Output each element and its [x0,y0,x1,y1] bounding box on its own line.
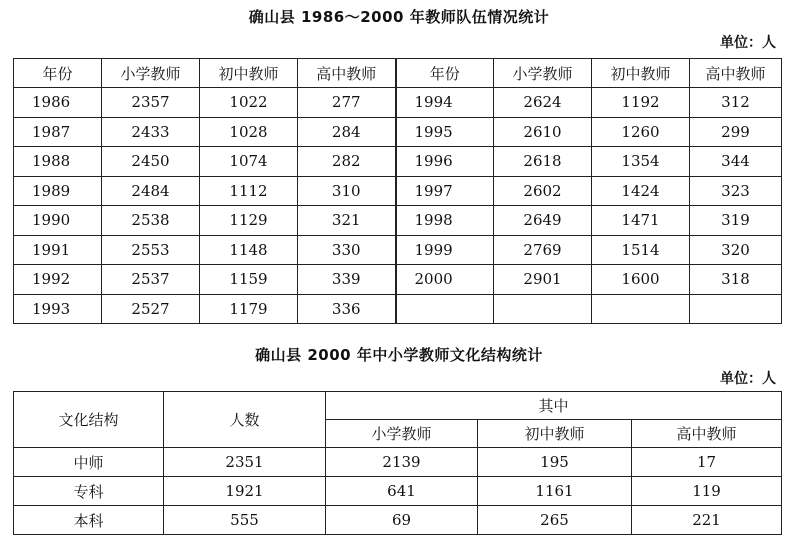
cell-year: 1990 [14,206,102,236]
cell-primary: 2553 [102,235,200,265]
cell-senior: 312 [690,88,782,118]
table-row [14,506,782,535]
cell-year: 1993 [14,294,102,324]
cell-senior: 221 [632,506,782,535]
cell-year: 1999 [396,235,494,265]
cell-senior: 336 [298,294,396,324]
cell-senior: 284 [298,117,396,147]
cell-junior: 1159 [200,265,298,295]
cell-primary: 2484 [102,176,200,206]
cell-junior: 1112 [200,176,298,206]
cell-year: 2000 [396,265,494,295]
cell-primary: 2357 [102,88,200,118]
cell-junior: 1028 [200,117,298,147]
cell-year: 1996 [396,147,494,177]
cell-primary: 69 [326,506,478,535]
header-senior: 高中教师 [690,59,782,88]
cell-primary: 2610 [494,117,592,147]
cell-year: 1991 [14,235,102,265]
table-row [14,294,782,324]
cell-count: 2351 [164,448,326,477]
cell-senior: 320 [690,235,782,265]
cell-junior: 1074 [200,147,298,177]
cell-junior: 195 [478,448,632,477]
header-count: 人数 [164,392,326,448]
subheader-primary: 小学教师 [326,420,478,448]
header-year: 年份 [14,59,102,88]
cell-junior: 1148 [200,235,298,265]
cell-junior: 1192 [592,88,690,118]
cell-primary: 641 [326,477,478,506]
cell-primary: 2450 [102,147,200,177]
subheader-senior: 高中教师 [632,420,782,448]
cell-senior: 277 [298,88,396,118]
cell-junior: 1179 [200,294,298,324]
cell-year: 1987 [14,117,102,147]
table-row [14,448,782,477]
table-row [14,147,782,177]
cell-senior: 299 [690,117,782,147]
cell-junior: 1022 [200,88,298,118]
cell-primary: 2901 [494,265,592,295]
cell-primary: 2433 [102,117,200,147]
table2-unit: 单位：人 [720,371,776,387]
table-row [14,206,782,236]
cell-primary: 2602 [494,176,592,206]
cell-senior: 17 [632,448,782,477]
table1-unit: 单位：人 [720,35,776,51]
header-primary: 小学教师 [494,59,592,88]
cell-year: 1989 [14,176,102,206]
cell-junior: 265 [478,506,632,535]
cell-junior: 1161 [478,477,632,506]
cell-year: 1998 [396,206,494,236]
cell-primary: 2527 [102,294,200,324]
table-row [14,117,782,147]
subheader-junior: 初中教师 [478,420,632,448]
cell-year [396,294,494,324]
cell-junior: 1600 [592,265,690,295]
cell-senior: 339 [298,265,396,295]
education-structure-table [13,391,782,535]
header-primary: 小学教师 [102,59,200,88]
header-senior: 高中教师 [298,59,396,88]
cell-label: 专科 [14,477,164,506]
table-row [14,176,782,206]
cell-senior: 330 [298,235,396,265]
cell-senior: 319 [690,206,782,236]
cell-year: 1997 [396,176,494,206]
cell-label: 本科 [14,506,164,535]
cell-primary: 2139 [326,448,478,477]
cell-primary: 2769 [494,235,592,265]
cell-count: 1921 [164,477,326,506]
cell-primary: 2649 [494,206,592,236]
cell-primary: 2624 [494,88,592,118]
table1-title: 确山县 1986～2000 年教师队伍情况统计 [248,8,550,26]
cell-senior: 323 [690,176,782,206]
cell-junior: 1424 [592,176,690,206]
cell-senior: 282 [298,147,396,177]
cell-senior: 318 [690,265,782,295]
cell-count: 555 [164,506,326,535]
table-row [14,88,782,118]
cell-senior [690,294,782,324]
cell-senior: 344 [690,147,782,177]
cell-year: 1992 [14,265,102,295]
cell-junior: 1354 [592,147,690,177]
cell-label: 中师 [14,448,164,477]
cell-primary [494,294,592,324]
cell-year: 1995 [396,117,494,147]
header-junior: 初中教师 [592,59,690,88]
cell-year: 1986 [14,88,102,118]
header-among: 其中 [326,392,782,420]
cell-junior: 1129 [200,206,298,236]
table2-title: 确山县 2000 年中小学教师文化结构统计 [255,346,543,364]
header-junior: 初中教师 [200,59,298,88]
cell-year: 1994 [396,88,494,118]
cell-junior: 1260 [592,117,690,147]
table2-header-row [14,392,782,420]
header-year: 年份 [396,59,494,88]
cell-junior: 1471 [592,206,690,236]
cell-primary: 2618 [494,147,592,177]
table-row [14,477,782,506]
cell-junior [592,294,690,324]
cell-year: 1988 [14,147,102,177]
teacher-count-table [13,58,782,324]
table-row [14,235,782,265]
cell-senior: 119 [632,477,782,506]
cell-junior: 1514 [592,235,690,265]
header-structure: 文化结构 [14,392,164,448]
table-row [14,265,782,295]
cell-senior: 310 [298,176,396,206]
table1-header-row [14,59,782,88]
cell-senior: 321 [298,206,396,236]
cell-primary: 2538 [102,206,200,236]
cell-primary: 2537 [102,265,200,295]
